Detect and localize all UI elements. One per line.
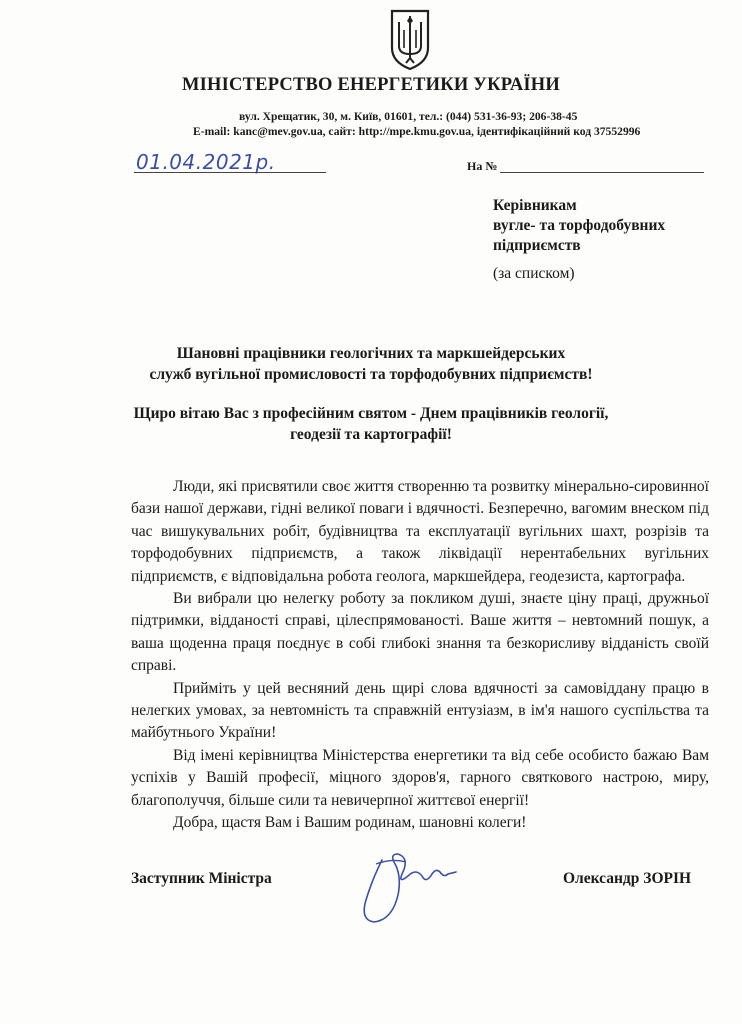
body-paragraph: Ви вибрали цю нелегку роботу за покликом душі, знаєте ціну праці, дружньої підтримки, відданості справі, цілеспрямованості. Ваше життя – невтомний пошук, а ваша щоденна праця поєднує в собі глибокі знання та безкорисливу відданість своїй справі.: [131, 590, 709, 675]
recipient-note: (за списком): [493, 265, 575, 282]
handwritten-signature-icon: [352, 840, 462, 930]
body-paragraph: Прийміть у цей весняний день щирі слова вдячності за самовіддану працю в нелегких умовах, за невтомність та справжній ентузіазм, в ім'я нашого суспільства та майбутнього України!: [131, 679, 709, 742]
contact-line: E-mail: kanc@mev.gov.ua, сайт: http://mpe.kmu.gov.ua, ідентифікаційний код 37552996: [193, 125, 641, 138]
body-paragraph: Люди, які присвятили своє життя створенню та розвитку мінерально-сировинної бази нашої держави, гідні великої поваги і вдячності. Безперечно, вагомим внеском під час вишукувальних робіт, будівництва та експлуатації вугільних шахт, розрізів та торфодобувних підприємств, а також ліквідації нерентабельних вугільних підприємств, є відповідальна робота геолога, маркшейдера, геодезиста, картографа.: [131, 478, 709, 585]
greeting-heading: Шановні працівники геологічних та маркшейдерських: [176, 345, 566, 362]
reference-underline: [500, 172, 704, 173]
date-underline: [134, 172, 326, 173]
recipient-line: Керівникам: [493, 197, 577, 214]
coat-of-arms-icon: [389, 8, 431, 72]
recipient-line: підприємств: [493, 237, 581, 254]
reference-label: На №: [467, 159, 498, 173]
handwritten-date: 01.04.2021р.: [136, 150, 276, 174]
letter-body: [131, 476, 709, 835]
congratulation-heading: геодезії та картографії!: [290, 426, 452, 443]
signatory-name: Олександр ЗОРІН: [563, 870, 692, 887]
signatory-title: Заступник Міністра: [131, 870, 272, 887]
congratulation-heading: Щиро вітаю Вас з професійним святом - Днем працівників геології,: [133, 405, 609, 422]
recipient-line: вугле- та торфодобувних: [493, 217, 666, 234]
address-line: вул. Хрещатик, 30, м. Київ, 01601, тел.: (044) 531-36-93; 206-38-45: [239, 110, 578, 123]
body-paragraph: Добра, щастя Вам і Вашим родинам, шановні колеги!: [173, 814, 527, 832]
body-paragraph: Від імені керівництва Міністерства енергетики та від себе особисто бажаю Вам успіхів у Вашій професії, міцного здоров'я, гарного святкового настрою, миру, благополуччя, більше сили та невичерпної життєвої енергії!: [131, 746, 709, 809]
greeting-heading: служб вугільної промисловості та торфодобувних підприємств!: [149, 366, 593, 383]
ministry-title: МІНІСТЕРСТВО ЕНЕРГЕТИКИ УКРАЇНИ: [182, 75, 560, 95]
